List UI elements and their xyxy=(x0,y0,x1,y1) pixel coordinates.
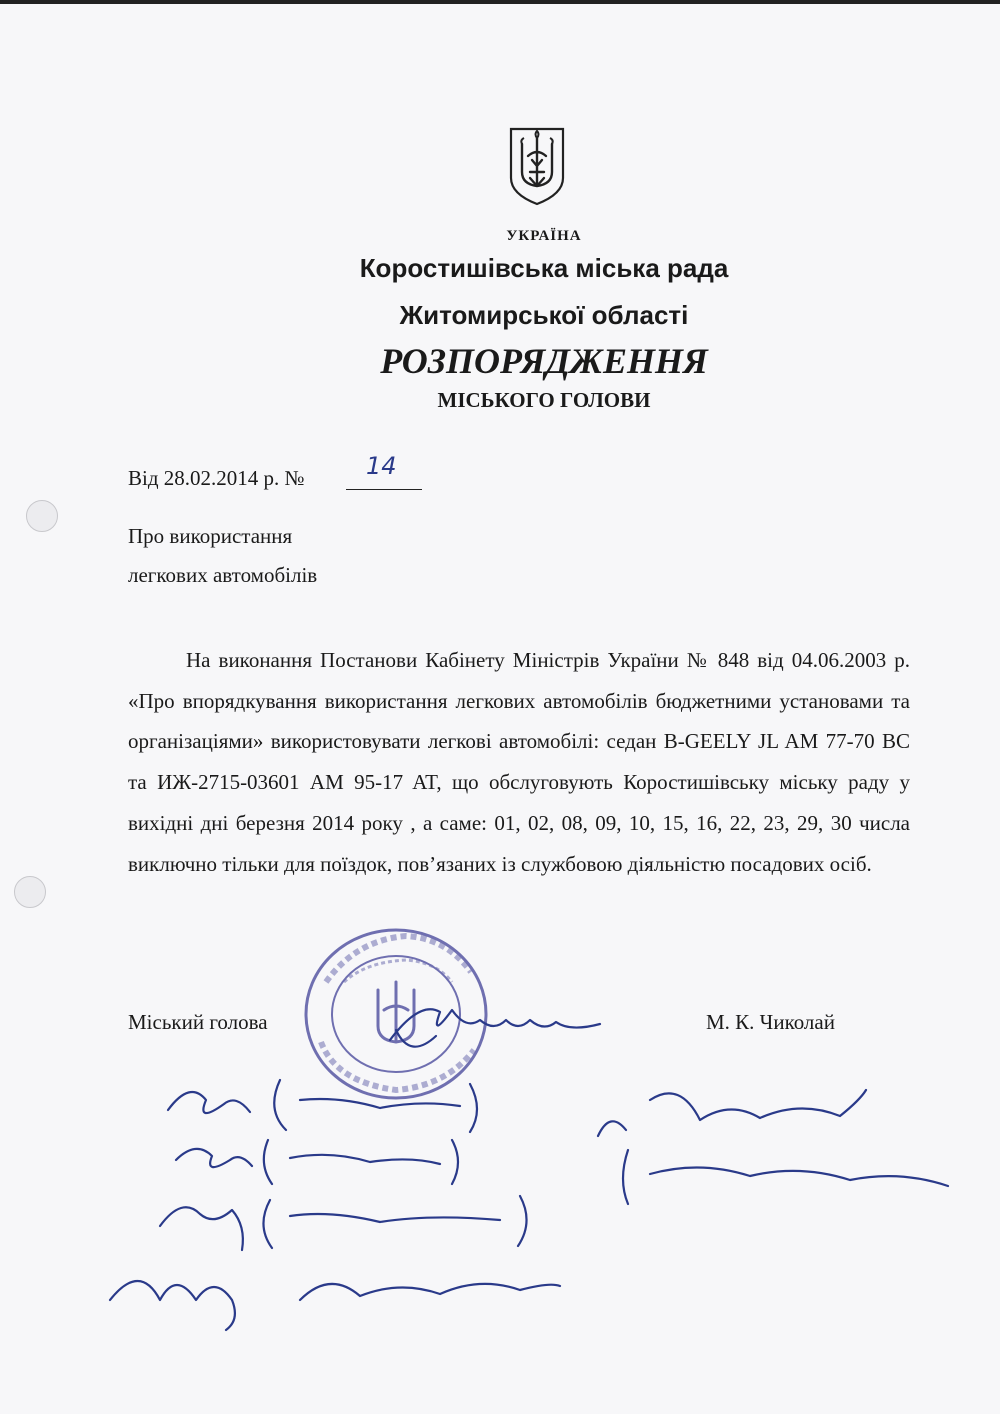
punch-hole-bottom xyxy=(14,876,46,908)
number-underline xyxy=(346,489,422,490)
body-text: На виконання Постанови Кабінету Міністрів України № 848 від 04.06.2003 р. «Про впорядкування використання легкових автомобілів бюджетними установами та організаціями» використовувати легкові автомобілі: седан B-GEELY JL AM 77-70 BC та ИЖ-2715-03601 AM 95-17 AT, що обслуговують Коростишівську міську раду у вихідні дні березня 2014 року , а саме: 01, 02, 08, 09, 10, 15, 16, 22, 23, 29, 30 числа виключно тільки для поїздок, пов’язаних із службовою діяльністю посадових осіб. xyxy=(128,648,910,876)
approval-signature-6 xyxy=(623,1150,948,1204)
document-subtype: МІСЬКОГО ГОЛОВИ xyxy=(437,388,651,412)
signature-name: М. К. Чиколай xyxy=(706,1010,835,1034)
signature-title: Міський голова xyxy=(128,1010,268,1034)
approval-signature-1 xyxy=(168,1092,250,1113)
approval-signature-5 xyxy=(598,1090,866,1136)
date-line: Від 28.02.2014 р. № xyxy=(128,466,305,490)
approval-signature-4 xyxy=(110,1281,235,1330)
country-label: УКРАЇНА xyxy=(506,228,582,244)
scan-edge-line xyxy=(0,0,1000,4)
coat-of-arms-icon xyxy=(508,126,566,206)
council-name: Коростишівська міська рада xyxy=(359,253,729,283)
approval-signature-3 xyxy=(160,1207,243,1250)
official-stamp-icon xyxy=(296,922,496,1102)
document-number: 14 xyxy=(366,452,397,480)
document-type: РОЗПОРЯДЖЕННЯ xyxy=(380,341,708,381)
approval-signature-2 xyxy=(176,1149,252,1167)
subject-line-2: легкових автомобілів xyxy=(128,563,318,587)
punch-hole-top xyxy=(26,500,58,532)
body-paragraph xyxy=(128,640,910,884)
subject-line-1: Про використання xyxy=(128,524,293,548)
region-name: Житомирської області xyxy=(399,300,689,330)
